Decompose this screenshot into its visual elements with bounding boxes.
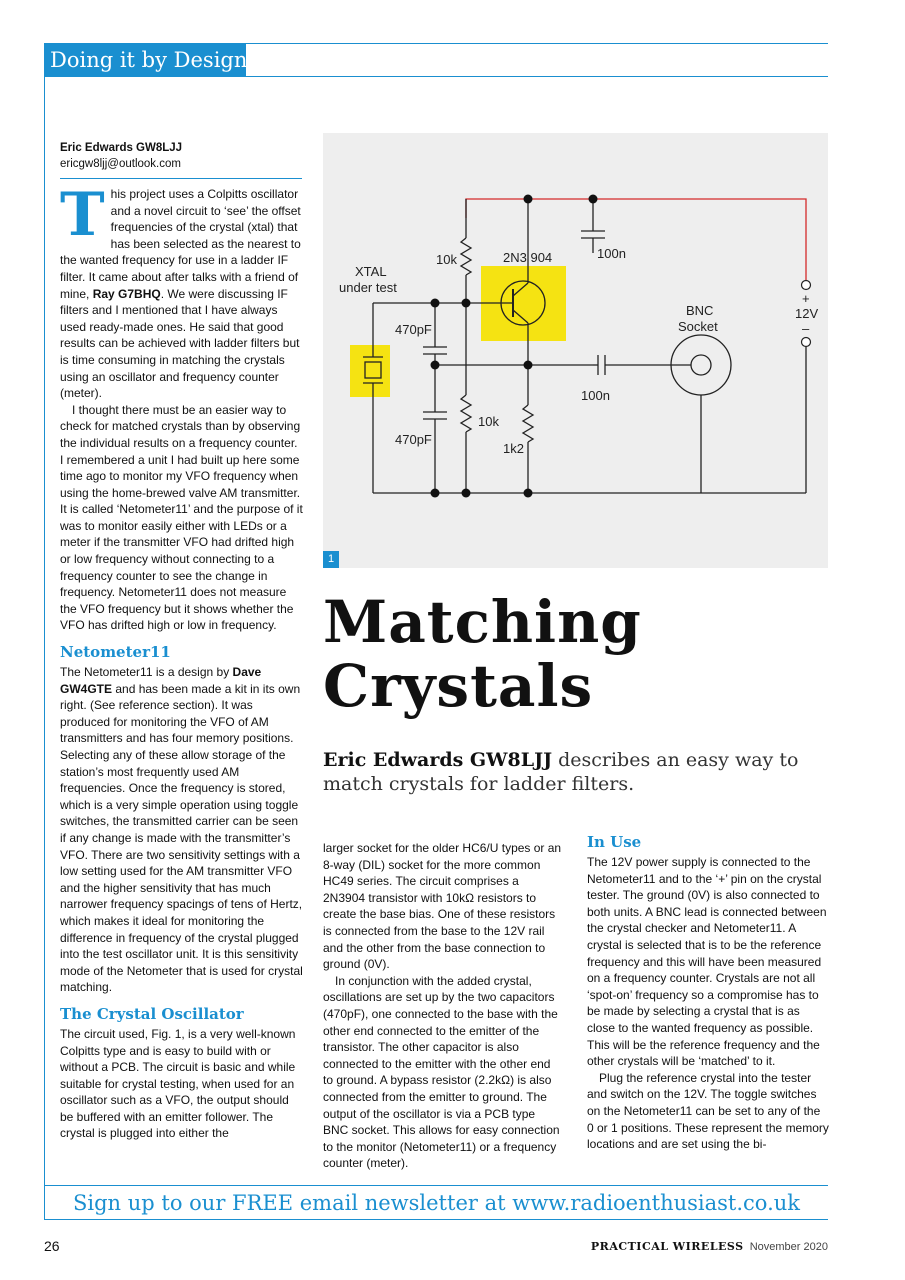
magazine-title: PRACTICAL WIRELESS xyxy=(590,1240,744,1253)
dave-name: Dave GW4GTE xyxy=(60,665,262,696)
in-use-paragraph-2: Plug the reference crystal into the tester and switch on the 12V. The toggle switches on the Netometer11 can be set to any of the 0 or 1 positions. These represent the memory locations and are set using the bi- xyxy=(587,1070,829,1152)
page-number: 26 xyxy=(44,1238,60,1254)
label-bnc: BNC xyxy=(686,303,714,318)
label-r-top: 10k xyxy=(436,252,457,267)
issue-date: November 2020 xyxy=(749,1241,828,1253)
crystal-highlight xyxy=(350,345,390,397)
article-title xyxy=(323,590,642,718)
intro-paragraph: This project uses a Colpitts oscillator and a novel circuit to ‘see’ the offset frequencies of the crystal (xtal) that has been selected as the nearest to the wanted frequency for use in a ladder IF filter. It came about after talks with a friend of mine, Ray G7BHQ. We were discussing IF filters and I mentioned that I have always used ready-made ones. He said that good results can be achieved with ladder filters but is time consuming in matching the crystals using an oscillator and frequency counter (meter). xyxy=(60,180,301,401)
label-minus: – xyxy=(802,321,810,336)
netometer-paragraph: The Netometer11 is a design by Dave GW4GTE and has been made a kit in its own right. (See reference section). It was produced for monitoring the VFO of AM transmitters and has four memory positions. Selecting any of these allow storage of the station’s most frequently used AM frequencies. Once the frequency is stored, which is a very simple operation using toggle switches, the transmitted carrier can be seen if any change is made with the transmitter’s VFO. There are two sensitivity settings with a low setting used for the AM transmitter VFO and the higher sensitivity that has much narrower frequency spacings of tens of Hertz, which makes it ideal for monitoring the difference in frequency of the crystal plugged into the test oscillator unit. It is this sensitivity mode of the Netometer that is used for crystal matching. xyxy=(60,665,303,995)
drop-cap: T xyxy=(60,180,105,250)
circuit-figure xyxy=(323,133,828,568)
author-rule xyxy=(60,178,302,179)
supply-terminal-plus xyxy=(802,281,811,290)
left-margin-rule xyxy=(44,44,45,1219)
resistor-bottom xyxy=(461,395,471,432)
oscillator-paragraph-3: In conjunction with the added crystal, oscillations are set up by the two capacitors (470pF), one connected to the base with the other end connected to the emitter of the transistor. The other capacitor is also connected to the emitter with the other end to ground. A bypass resistor (2.2kΩ) is also connected from the emitter to ground. The output of the oscillator is via a PCB type BNC socket. This allows for easy connection to the monitor (Netometer11) or a frequency counter (meter). xyxy=(323,973,560,1171)
column-1 xyxy=(60,180,303,1142)
oscillator-paragraph-2: larger socket for the older HC6/U types or an 8-way (DIL) socket for the more common HC49 series. The circuit comprises a 2N3904 transistor with 10kΩ resistors to create the base bias. One of these resistors is connected from the base to the 12V rail and the other from the base connection to ground (0V). xyxy=(323,841,562,972)
label-cap-upper: 470pF xyxy=(395,322,432,337)
figure-number: 1 xyxy=(323,551,339,568)
label-cap-top: 100n xyxy=(597,246,626,261)
standfirst-author: Eric Edwards GW8LJJ xyxy=(323,749,553,771)
resistor-top xyxy=(461,238,471,275)
intro-paragraph-2: I thought there must be an easier way to check for matched crystals than by observing the individual results on a frequency counter. I remembered a unit I had built up here some time ago to monitor my VFO frequency when using the home-brewed valve AM transmitter. It is called ‘Netometer11’ and the purpose of it was to monitor easily either with LEDs or a meter if the transmitter VFO had drifted high or low frequency without connecting to a frequency counter to see the change in frequency. Netometer11 does not measure the VFO frequency but it shows whether the VFO has drifted high or low in frequency. xyxy=(60,402,303,633)
label-plus: + xyxy=(802,291,810,306)
standfirst xyxy=(323,748,833,796)
footer-rule-bottom xyxy=(44,1219,828,1220)
circuit-diagram xyxy=(323,133,828,568)
label-under-test: under test xyxy=(339,280,397,295)
oscillator-paragraph-1: The circuit used, Fig. 1, is a very well-known Colpitts type and is easy to build with or without a PCB. The circuit is basic and while suitable for crystal testing, when used for an oscillator such as a VFO, the output should be buffered with an emitter follower. The crystal is plugged into either the xyxy=(60,1026,296,1141)
resistor-emitter xyxy=(523,405,533,442)
label-cap-lower: 470pF xyxy=(395,432,432,447)
title-line-2: Crystals xyxy=(323,652,594,720)
ray-name: Ray G7BHQ xyxy=(92,286,161,301)
netometer-heading: Netometer11 xyxy=(60,643,171,662)
author-name: Eric Edwards GW8LJJ xyxy=(60,142,183,154)
section-title: Doing it by Design xyxy=(44,44,246,76)
supply-terminal-minus xyxy=(802,338,811,347)
column-3 xyxy=(587,828,830,1153)
footer-rule-top xyxy=(44,1185,828,1186)
in-use-paragraph-1: The 12V power supply is connected to the Netometer11 and to the ‘+’ pin on the crystal tester. The ground (0V) is also connected to both units. A BNC lead is connected between the crystal checker and Netometer11. A crystal is selected that is to be the reference frequency and this will have been measured on a frequency counter. Crystals are not all ‘spot-on’ frequency so a compromise has to be made by selecting a crystal that is as close to the wanted frequency as possible. This will be the reference frequency and the other crystals will be ‘matched’ to it. xyxy=(587,855,827,1069)
label-transistor: 2N3 904 xyxy=(503,250,553,265)
in-use-heading: In Use xyxy=(587,833,642,851)
author-block xyxy=(60,140,182,172)
label-supply: 12V xyxy=(795,306,819,321)
magazine-footer xyxy=(591,1240,828,1253)
label-xtal: XTAL xyxy=(355,264,387,279)
header-rule-bottom xyxy=(44,76,828,77)
newsletter-banner[interactable]: Sign up to our FREE email newsletter at www.radioenthusiast.co.uk xyxy=(73,1191,800,1215)
label-cap-out: 100n xyxy=(581,388,610,403)
author-email: ericgw8ljj@outlook.com xyxy=(60,158,181,170)
title-line-1: Matching xyxy=(323,588,642,656)
label-r-emitter: 1k2 xyxy=(503,441,524,456)
label-r-bottom: 10k xyxy=(478,414,499,429)
label-socket: Socket xyxy=(678,319,718,334)
column-2 xyxy=(323,840,563,1172)
oscillator-heading: The Crystal Oscillator xyxy=(60,1004,244,1023)
standfirst-text: describes an easy way to match crystals for ladder filters. xyxy=(323,749,799,795)
